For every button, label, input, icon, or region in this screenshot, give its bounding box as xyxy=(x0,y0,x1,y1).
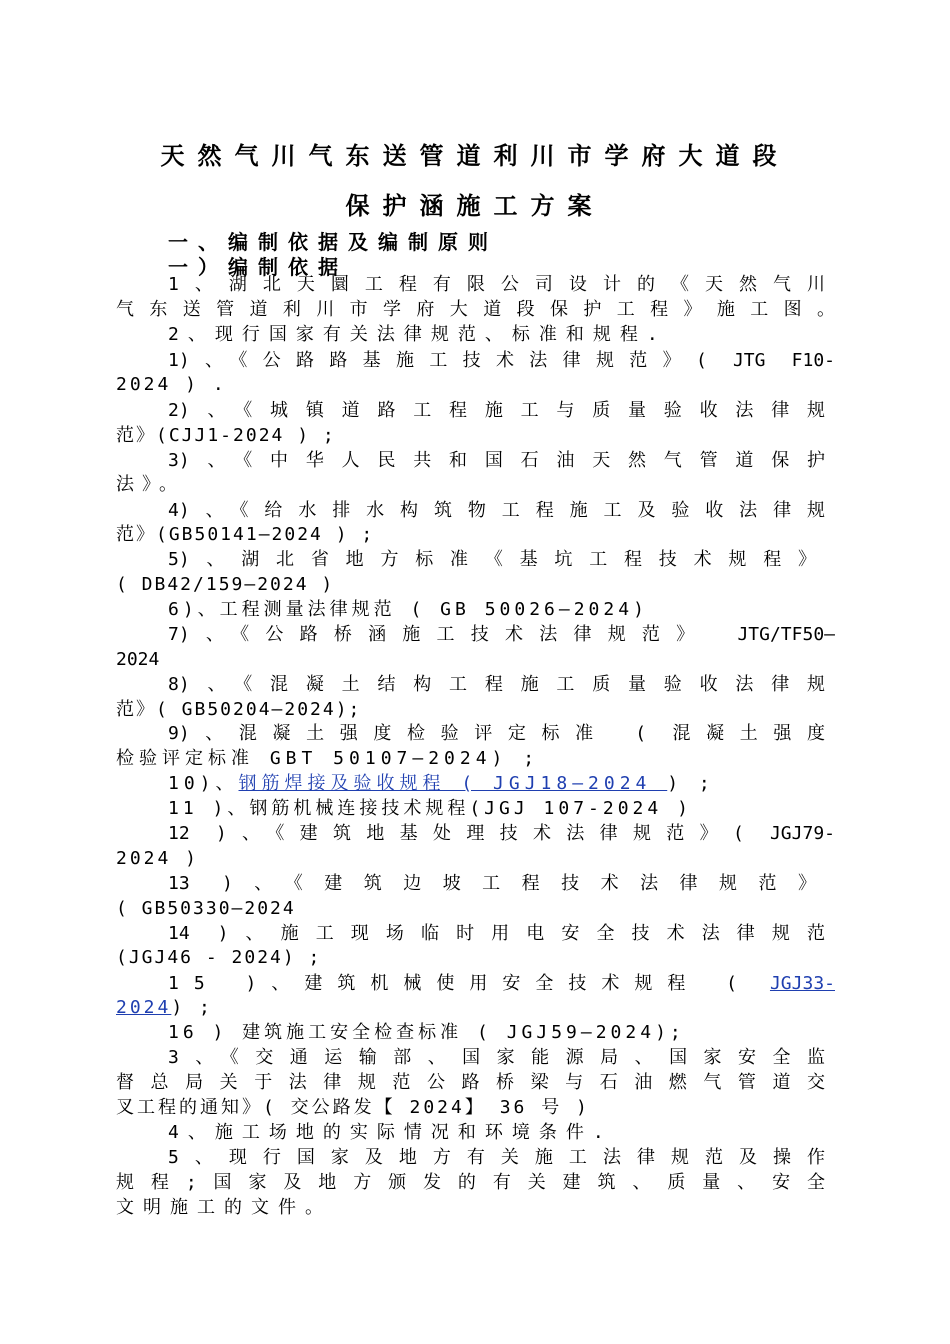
norm-item-3-line-1: 3)、《中华人民共和国石油天然气管道保护 xyxy=(168,450,825,471)
norm-item-15-line-1 xyxy=(168,972,835,996)
section-heading: 一、编制依据及编制原则 xyxy=(168,230,498,254)
norm-item-13-line-2: ( GB50330—2024 xyxy=(116,898,296,919)
subsection-heading: 一）编制依据 xyxy=(168,255,348,279)
norm-item-4-line-1: 4)、《给水排水构筑物工程施工及验收法律规 xyxy=(168,500,825,521)
norm-item-9-line-1: 9)、混凝土强度检验评定标准 ( 混凝土强度 xyxy=(168,723,825,744)
norm-item-4-line-2: 范》(GB50141—2024 ) ; xyxy=(116,524,375,545)
norm-item-5-line-2: ( DB42/159—2024 ) xyxy=(116,574,335,595)
basis-item-3-line-1: 3、《交通运输部、国家能源局、国家安全监 xyxy=(168,1047,825,1068)
basis-item-2: 2、现行国家有关法律规范、标准和规程. xyxy=(168,324,667,345)
norm-item-10-link[interactable]: 钢筋焊接及验收规程 ( JGJ18—2024 xyxy=(238,773,668,794)
norm-item-13-line-1: 13 )、《建筑边坡工程技术法律规范》 xyxy=(168,873,816,894)
norm-item-1-line-2: 2024 ) . xyxy=(116,374,227,395)
norm-item-14-line-2: (JGJ46 - 2024) ; xyxy=(116,947,322,968)
basis-item-1-line-1: 1、湖北天圜工程有限公司设计的《天然气川 xyxy=(168,274,825,295)
basis-item-5-line-1: 5、现行国家及地方有关施工法律规范及操作 xyxy=(168,1147,825,1168)
norm-item-15-suffix: ) ; xyxy=(171,997,213,1018)
norm-item-5-line-1: 5)、湖北省地方标准《基坑工程技术规程》 xyxy=(168,549,816,570)
norm-item-7-line-2: 2024 xyxy=(116,649,160,670)
norm-item-9-line-2: 检验评定标准 GBT 50107—2024) ; xyxy=(116,748,540,769)
norm-item-8-line-1: 8)、《混凝土结构工程施工质量验收法律规 xyxy=(168,674,825,695)
norm-item-8-line-2: 范》( GB50204—2024); xyxy=(116,699,362,720)
norm-item-2-line-2: 范》(CJJ1-2024 ) ; xyxy=(116,425,336,446)
norm-item-2-line-1: 2)、《城镇道路工程施工与质量验收法律规 xyxy=(168,400,825,421)
norm-item-10 xyxy=(168,772,715,796)
basis-item-3-line-2: 督总局关于法律规范公路桥梁与石油燃气管道交 xyxy=(116,1072,825,1093)
norm-item-15-link-part-2[interactable]: 2024 xyxy=(116,997,172,1018)
norm-item-12-line-1: 12 )、《建筑地基处理技术法律规范》( JGJ79- xyxy=(168,823,835,844)
basis-item-5-line-2: 规程;国家及地方颁发的有关建筑、质量、安全 xyxy=(116,1172,825,1193)
norm-item-15-link-part-1[interactable]: JGJ33- xyxy=(769,973,835,994)
norm-item-6: 6)、工程测量法律规范 ( GB 50026—2024) xyxy=(168,599,648,620)
norm-item-11: 11 )、钢筋机械连接技术规程(JGJ 107-2024 ) xyxy=(168,798,692,819)
norm-item-1-line-1: 1)、《公路路基施工技术法律规范》( JTG F10- xyxy=(168,350,835,371)
norm-item-14-line-1: 14 )、施工现场临时用电安全技术法律规范 xyxy=(168,923,825,944)
norm-item-7-line-1: 7)、《公路桥涵施工技术法律规范》 JTG/TF50— xyxy=(168,624,835,645)
basis-item-3-line-3: 叉工程的通知》( 交公路发【 2024】 36 号 ) xyxy=(116,1097,590,1118)
document-title-line-1: 天然气川气东送管道利川市学府大道段 xyxy=(160,142,790,170)
basis-item-4: 4、施工场地的实际情况和环境条件. xyxy=(168,1122,613,1143)
norm-item-15-prefix: 15 )、建筑机械使用安全技术规程 ( xyxy=(168,973,753,994)
norm-item-3-line-2: 法》。 xyxy=(116,474,185,495)
document-title-line-2: 保护涵施工方案 xyxy=(345,192,605,220)
norm-item-16: 16 ) 建筑施工安全检查标准 ( JGJ59—2024); xyxy=(168,1022,685,1043)
norm-item-10-prefix: 10)、 xyxy=(168,773,239,794)
norm-item-15-line-2 xyxy=(116,996,213,1020)
basis-item-5-line-3: 文明施工的文件。 xyxy=(116,1197,332,1218)
norm-item-10-suffix: ) ; xyxy=(667,773,715,794)
basis-item-1-line-2: 气东送管道利川市学府大道段保护工程》施工图。 xyxy=(116,299,835,320)
norm-item-12-line-2: 2024 ) xyxy=(116,848,200,869)
